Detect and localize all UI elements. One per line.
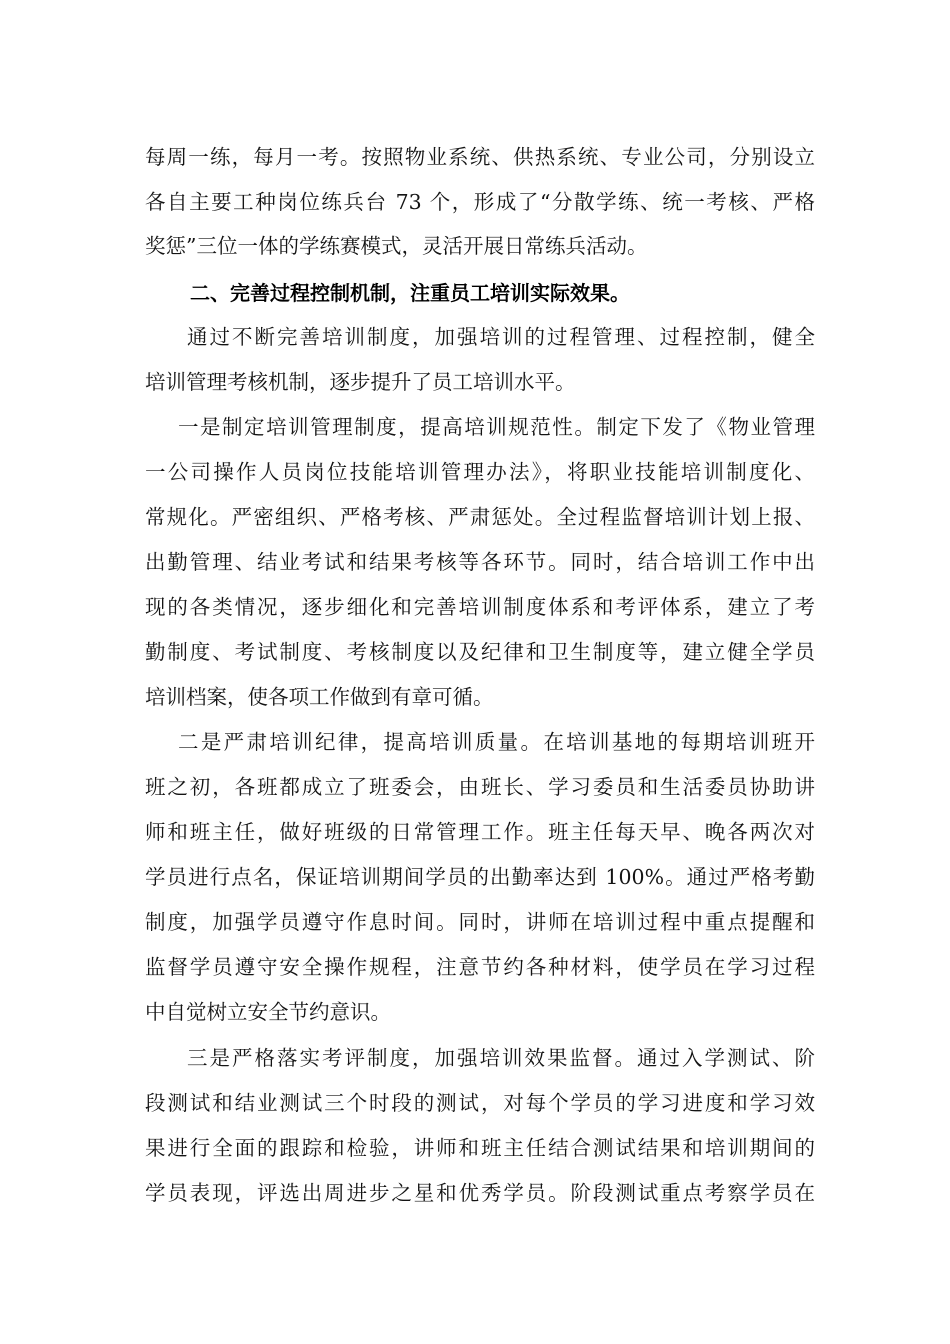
section-heading: 二、完善过程控制机制，注重员工培训实际效果。	[190, 281, 630, 305]
paragraph-line: 奖惩”三位一体的学练赛模式，灵活开展日常练兵活动。	[145, 234, 648, 258]
paragraph-line: 制度，加强学员遵守作息时间。同时，讲师在培训过程中重点提醒和	[145, 910, 815, 934]
paragraph-line: 一是制定培训管理制度，提高培训规范性。制定下发了《物业管理	[178, 415, 815, 439]
paragraph-line: 一公司操作人员岗位技能培训管理办法》，将职业技能培训制度化、	[145, 460, 815, 484]
paragraph-line: 三是严格落实考评制度，加强培训效果监督。通过入学测试、阶	[187, 1046, 815, 1070]
paragraph-line: 班之初，各班都成立了班委会，由班长、学习委员和生活委员协助讲	[145, 775, 815, 799]
paragraph-line: 段测试和结业测试三个时段的测试，对每个学员的学习进度和学习效	[145, 1091, 815, 1115]
paragraph-line: 现的各类情况，逐步细化和完善培训制度体系和考评体系，建立了考	[145, 595, 815, 619]
paragraph-line: 勤制度、考试制度、考核制度以及纪律和卫生制度等，建立健全学员	[145, 640, 815, 664]
paragraph-line: 师和班主任，做好班级的日常管理工作。班主任每天早、晚各两次对	[145, 820, 815, 844]
paragraph-line: 各自主要工种岗位练兵台 73 个，形成了“分散学练、统一考核、严格	[145, 190, 815, 214]
paragraph-line: 果进行全面的跟踪和检验，讲师和班主任结合测试结果和培训期间的	[145, 1136, 815, 1160]
paragraph-line: 出勤管理、结业考试和结果考核等各环节。同时，结合培训工作中出	[145, 550, 815, 574]
paragraph-line: 中自觉树立安全节约意识。	[145, 1000, 391, 1024]
paragraph-line: 二是严肃培训纪律，提高培训质量。在培训基地的每期培训班开	[178, 730, 815, 754]
paragraph-line: 学员进行点名，保证培训期间学员的出勤率达到 100%。通过严格考勤	[145, 865, 815, 889]
paragraph-line: 培训档案，使各项工作做到有章可循。	[145, 685, 494, 709]
paragraph-line: 常规化。严密组织、严格考核、严肃惩处。全过程监督培训计划上报、	[145, 505, 815, 529]
paragraph-line: 监督学员遵守安全操作规程，注意节约各种材料，使学员在学习过程	[145, 955, 815, 979]
paragraph-line: 通过不断完善培训制度，加强培训的过程管理、过程控制，健全	[187, 325, 815, 349]
paragraph-line: 培训管理考核机制，逐步提升了员工培训水平。	[145, 370, 576, 394]
paragraph-line: 每周一练，每月一考。按照物业系统、供热系统、专业公司，分别设立	[145, 145, 815, 169]
paragraph-line: 学员表现，评选出周进步之星和优秀学员。阶段测试重点考察学员在	[145, 1181, 815, 1205]
